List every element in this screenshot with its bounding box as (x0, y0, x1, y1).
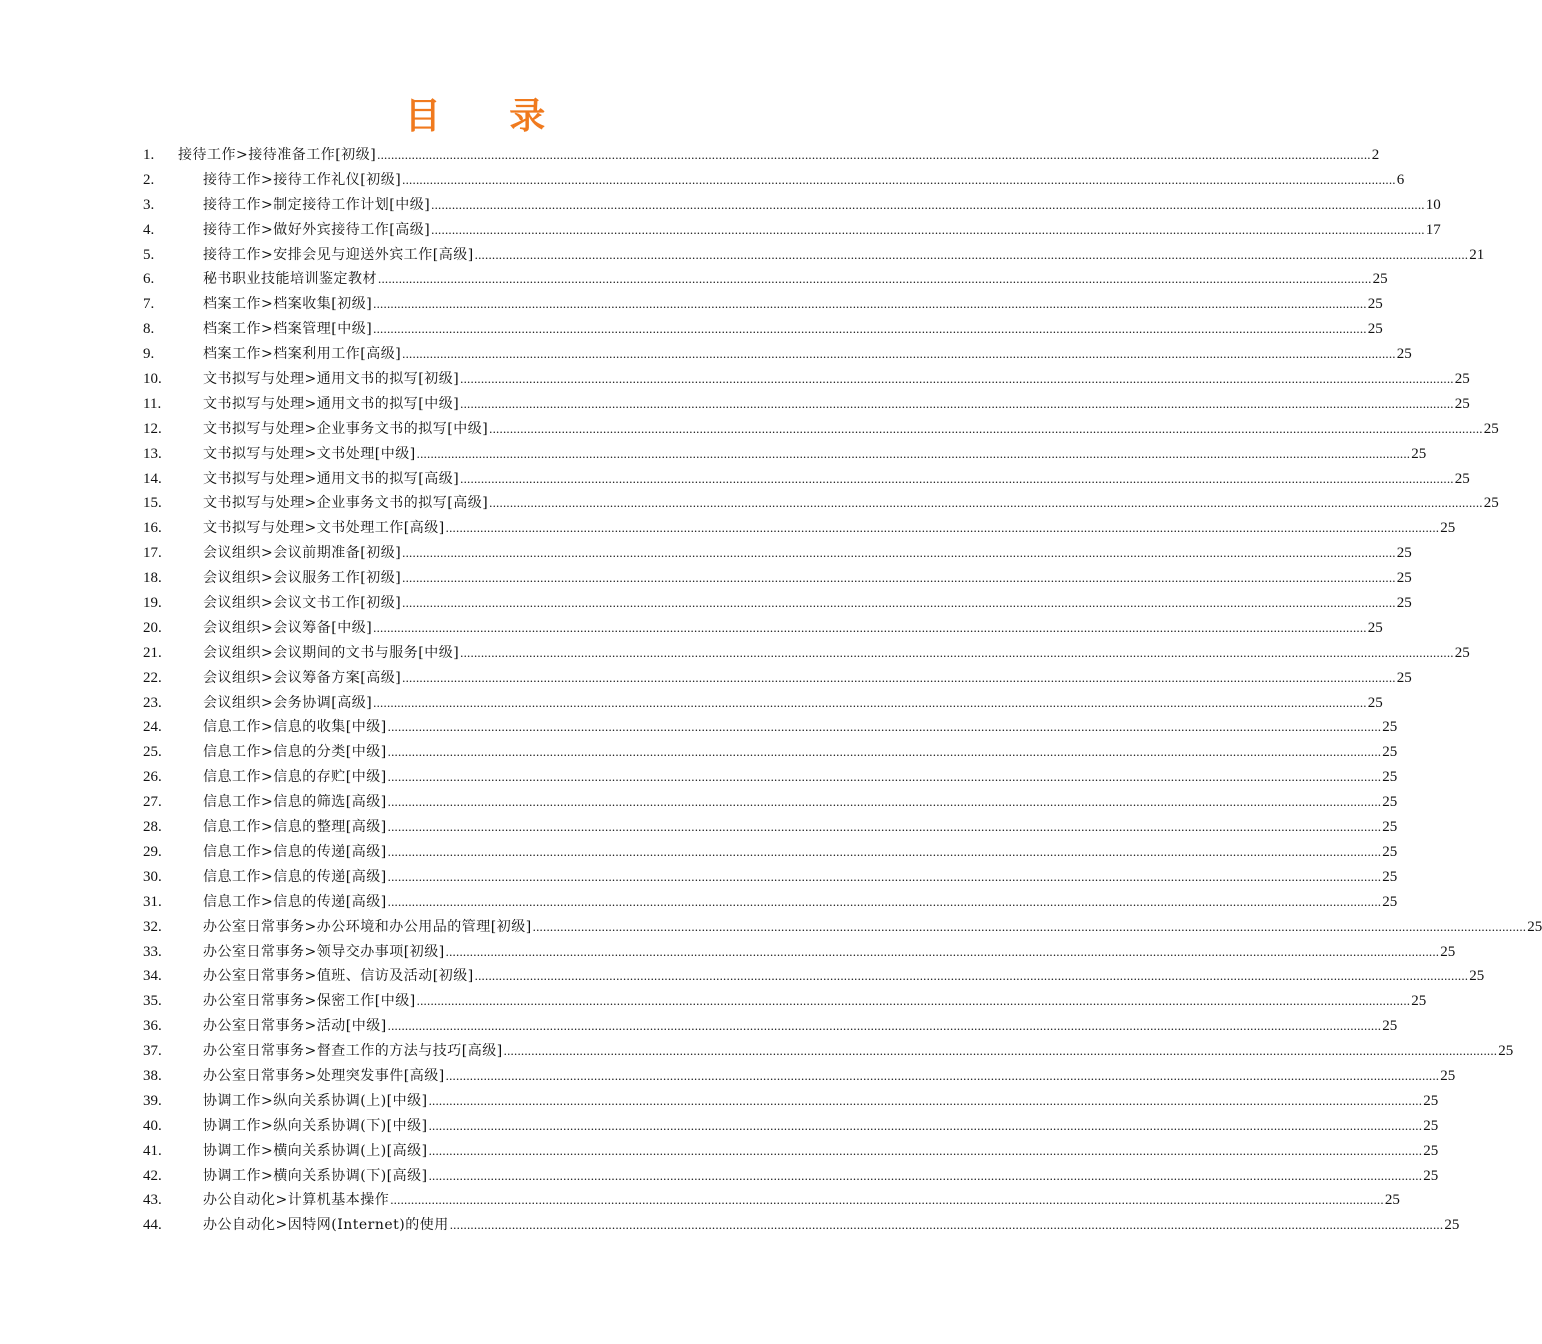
toc-dot-leader (402, 666, 1396, 691)
toc-dot-leader (429, 1164, 1423, 1189)
toc-entry-title: 协调工作>纵向关系协调(下)[中级] (203, 1117, 428, 1134)
toc-dot-leader (504, 1039, 1498, 1064)
toc-entry-number: 40. (143, 1117, 162, 1134)
toc-entry-page: 25 (1423, 1167, 1439, 1184)
toc-entry-number: 13. (143, 445, 162, 462)
toc-entry-page: 25 (1396, 346, 1412, 363)
toc-entry-title: 秘书职业技能培训鉴定教材 (203, 271, 377, 288)
toc-entry-number: 39. (143, 1092, 162, 1109)
toc-entry[interactable] (143, 1039, 1514, 1064)
toc-entry[interactable] (143, 890, 1398, 915)
toc-dot-leader (460, 367, 1454, 392)
toc-dot-leader (431, 218, 1425, 243)
toc-entry-title: 接待工作>安排会见与迎送外宾工作[高级] (203, 246, 474, 263)
toc-entry[interactable] (143, 218, 1441, 243)
toc-entry-page: 25 (1382, 868, 1398, 885)
toc-dot-leader (388, 865, 1382, 890)
toc-entry-page: 25 (1440, 520, 1456, 537)
toc-dot-leader (429, 1089, 1423, 1114)
toc-entry-title: 信息工作>信息的筛选[高级] (203, 794, 387, 811)
toc-entry-title: 接待工作>接待工作礼仪[初级] (203, 171, 402, 188)
toc-entry[interactable] (143, 342, 1412, 367)
toc-entry-number: 28. (143, 819, 162, 836)
toc-entry-number: 1. (143, 147, 155, 163)
toc-entry-number: 36. (143, 1018, 162, 1035)
toc-dot-leader (390, 1188, 1384, 1213)
toc-entry-number: 4. (143, 221, 155, 238)
toc-entry-page: 25 (1367, 321, 1383, 338)
toc-entry-number: 41. (143, 1142, 162, 1159)
toc-entry-title: 接待工作>做好外宾接待工作[高级] (203, 221, 431, 238)
toc-entry[interactable] (143, 168, 1405, 193)
toc-entry[interactable] (143, 765, 1398, 790)
toc-entry-number: 23. (143, 694, 162, 711)
toc-entry-page: 25 (1527, 918, 1542, 935)
toc-dot-leader (460, 641, 1454, 666)
toc-entry[interactable] (143, 815, 1398, 840)
toc-entry[interactable] (143, 616, 1383, 641)
toc-entry[interactable] (143, 790, 1398, 815)
toc-dot-leader (475, 964, 1469, 989)
toc-entry-number: 18. (143, 570, 162, 587)
toc-entry[interactable] (143, 566, 1412, 591)
toc-entry-number: 31. (143, 893, 162, 910)
toc-entry[interactable] (143, 491, 1499, 516)
toc-dot-leader (489, 491, 1483, 516)
toc-entry-title: 文书拟写与处理>通用文书的拟写[初级] (203, 371, 460, 388)
toc-entry-number: 2. (143, 171, 155, 188)
toc-entry[interactable] (143, 292, 1383, 317)
toc-entry-title: 文书拟写与处理>企业事务文书的拟写[中级] (203, 420, 489, 437)
toc-entry[interactable] (143, 267, 1388, 292)
toc-entry-title: 文书拟写与处理>文书处理[中级] (203, 445, 416, 462)
toc-dot-leader (533, 915, 1527, 940)
toc-entry-title: 办公室日常事务>活动[中级] (203, 1018, 387, 1035)
toc-list (143, 143, 1542, 1238)
toc-entry[interactable] (143, 915, 1542, 940)
toc-entry-title: 会议组织>会议筹备方案[高级] (203, 669, 402, 686)
toc-entry-page: 25 (1382, 843, 1398, 860)
toc-entry-title: 协调工作>横向关系协调(下)[高级] (203, 1167, 428, 1184)
toc-entry-number: 38. (143, 1067, 162, 1084)
toc-dot-leader (446, 940, 1440, 965)
toc-entry-page: 25 (1382, 744, 1398, 761)
toc-dot-leader (373, 317, 1367, 342)
toc-entry[interactable] (143, 516, 1456, 541)
toc-entry-title: 信息工作>信息的传递[高级] (203, 868, 387, 885)
toc-entry-title: 文书拟写与处理>企业事务文书的拟写[高级] (203, 495, 489, 512)
toc-entry-page: 25 (1454, 371, 1470, 388)
toc-entry-number: 15. (143, 495, 162, 512)
toc-entry[interactable] (143, 541, 1412, 566)
toc-entry[interactable] (143, 1139, 1439, 1164)
toc-entry-number: 19. (143, 595, 162, 612)
toc-entry[interactable] (143, 143, 1380, 168)
toc-entry-page: 25 (1454, 470, 1470, 487)
toc-entry-page: 25 (1382, 719, 1398, 736)
toc-dot-leader (388, 840, 1382, 865)
toc-dot-leader (373, 616, 1367, 641)
toc-entry-page: 25 (1423, 1142, 1439, 1159)
toc-entry-title: 信息工作>信息的分类[中级] (203, 744, 387, 761)
toc-entry-number: 43. (143, 1192, 162, 1209)
toc-entry-title: 文书拟写与处理>文书处理工作[高级] (203, 520, 445, 537)
toc-entry-title: 协调工作>纵向关系协调(上)[中级] (203, 1092, 428, 1109)
toc-entry[interactable] (143, 1089, 1439, 1114)
toc-entry-page: 25 (1382, 769, 1398, 786)
toc-entry[interactable] (143, 243, 1485, 268)
toc-entry[interactable] (143, 641, 1470, 666)
toc-entry-page: 25 (1396, 570, 1412, 587)
toc-entry-number: 24. (143, 719, 162, 736)
toc-entry-title: 办公室日常事务>办公环境和办公用品的管理[初级] (203, 918, 532, 935)
toc-entry[interactable] (143, 442, 1427, 467)
toc-entry[interactable] (143, 367, 1470, 392)
toc-entry[interactable] (143, 1213, 1460, 1238)
toc-dot-leader (429, 1114, 1423, 1139)
toc-entry-title: 办公自动化>计算机基本操作 (203, 1192, 390, 1209)
toc-entry-number: 27. (143, 794, 162, 811)
toc-entry-number: 7. (143, 296, 155, 313)
toc-dot-leader (388, 740, 1382, 765)
toc-entry[interactable] (143, 840, 1398, 865)
toc-dot-leader (429, 1139, 1423, 1164)
toc-entry-title: 办公室日常事务>保密工作[中级] (203, 993, 416, 1010)
toc-entry-page: 25 (1454, 644, 1470, 661)
toc-entry-number: 44. (143, 1217, 162, 1234)
toc-entry-title: 文书拟写与处理>通用文书的拟写[中级] (203, 395, 460, 412)
toc-entry-page: 25 (1372, 271, 1388, 288)
toc-entry-number: 9. (143, 346, 155, 363)
toc-entry-number: 17. (143, 545, 162, 562)
toc-entry-page: 25 (1382, 1018, 1398, 1035)
toc-entry[interactable] (143, 740, 1398, 765)
toc-entry-title: 办公室日常事务>领导交办事项[初级] (203, 943, 445, 960)
toc-entry-number: 42. (143, 1167, 162, 1184)
toc-dot-leader (446, 516, 1440, 541)
toc-entry-number: 6. (143, 271, 155, 288)
toc-entry-title: 信息工作>信息的存贮[中级] (203, 769, 387, 786)
toc-entry-title: 信息工作>信息的传递[高级] (203, 843, 387, 860)
toc-entry-page: 25 (1367, 619, 1383, 636)
toc-dot-leader (402, 566, 1396, 591)
toc-entry-page: 25 (1423, 1092, 1439, 1109)
toc-entry-page: 25 (1382, 893, 1398, 910)
toc-entry[interactable] (143, 1014, 1398, 1039)
toc-entry-title: 档案工作>档案收集[初级] (203, 296, 373, 313)
toc-entry[interactable] (143, 467, 1470, 492)
toc-dot-leader (388, 715, 1382, 740)
toc-entry-page: 25 (1469, 968, 1485, 985)
toc-entry-number: 22. (143, 669, 162, 686)
toc-dot-leader (388, 765, 1382, 790)
toc-dot-leader (402, 591, 1396, 616)
toc-entry-page: 25 (1382, 819, 1398, 836)
toc-entry[interactable] (143, 591, 1412, 616)
toc-entry-title: 会议组织>会务协调[高级] (203, 694, 373, 711)
toc-entry[interactable] (143, 417, 1499, 442)
toc-entry-page: 25 (1483, 495, 1499, 512)
toc-entry[interactable] (143, 1064, 1456, 1089)
toc-entry-page: 25 (1411, 993, 1427, 1010)
toc-entry-number: 33. (143, 943, 162, 960)
toc-dot-leader (388, 890, 1382, 915)
toc-entry[interactable] (143, 715, 1398, 740)
toc-entry[interactable] (143, 989, 1427, 1014)
toc-entry-number: 34. (143, 968, 162, 985)
toc-entry[interactable] (143, 940, 1456, 965)
toc-entry[interactable] (143, 865, 1398, 890)
toc-entry-page: 25 (1483, 420, 1499, 437)
toc-entry-number: 26. (143, 769, 162, 786)
toc-entry-title: 办公室日常事务>处理突发事件[高级] (203, 1067, 445, 1084)
toc-entry-page: 25 (1396, 595, 1412, 612)
toc-entry-number: 10. (143, 371, 162, 388)
toc-entry-page: 25 (1411, 445, 1427, 462)
toc-dot-leader (460, 467, 1454, 492)
toc-entry-page: 25 (1367, 694, 1383, 711)
toc-entry-title: 协调工作>横向关系协调(上)[高级] (203, 1142, 428, 1159)
toc-entry-number: 25. (143, 744, 162, 761)
toc-entry-title: 办公自动化>因特网(Internet)的使用 (203, 1217, 449, 1234)
toc-dot-leader (431, 193, 1425, 218)
toc-entry-title: 会议组织>会议文书工作[初级] (203, 595, 402, 612)
toc-entry-number: 29. (143, 843, 162, 860)
toc-entry-title: 会议组织>会议筹备[中级] (203, 619, 373, 636)
toc-dot-leader (378, 267, 1372, 292)
toc-entry-page: 17 (1425, 221, 1441, 238)
toc-title: 目 录 (404, 96, 574, 137)
toc-entry[interactable] (143, 193, 1441, 218)
toc-entry-number: 3. (143, 196, 155, 213)
toc-entry-title: 文书拟写与处理>通用文书的拟写[高级] (203, 470, 460, 487)
toc-entry-number: 21. (143, 644, 162, 661)
toc-dot-leader (489, 417, 1483, 442)
toc-entry-number: 8. (143, 321, 155, 338)
toc-entry-number: 5. (143, 246, 155, 263)
toc-entry-title: 办公室日常事务>值班、信访及活动[初级] (203, 968, 474, 985)
toc-entry-number: 35. (143, 993, 162, 1010)
toc-entry-number: 32. (143, 918, 162, 935)
toc-dot-leader (388, 815, 1382, 840)
toc-entry-title: 信息工作>信息的整理[高级] (203, 819, 387, 836)
toc-entry-number: 30. (143, 868, 162, 885)
toc-dot-leader (373, 292, 1367, 317)
toc-entry-page: 25 (1396, 545, 1412, 562)
toc-entry[interactable] (143, 1188, 1400, 1213)
toc-dot-leader (417, 442, 1411, 467)
toc-dot-leader (388, 790, 1382, 815)
toc-entry-page: 25 (1444, 1217, 1460, 1234)
toc-entry-page: 25 (1498, 1043, 1514, 1060)
toc-entry[interactable] (143, 1164, 1439, 1189)
toc-entry-page: 21 (1469, 246, 1485, 263)
toc-entry-number: 12. (143, 420, 162, 437)
toc-entry-page: 10 (1425, 196, 1441, 213)
toc-dot-leader (475, 243, 1469, 268)
toc-entry[interactable] (143, 1114, 1439, 1139)
toc-dot-leader (402, 541, 1396, 566)
toc-entry-title: 会议组织>会议期间的文书与服务[中级] (203, 644, 460, 661)
toc-dot-leader (446, 1064, 1440, 1089)
toc-entry-page: 6 (1396, 171, 1405, 188)
toc-entry-number: 37. (143, 1043, 162, 1060)
toc-dot-leader (402, 342, 1396, 367)
toc-entry-number: 20. (143, 619, 162, 636)
toc-entry-title: 档案工作>档案管理[中级] (203, 321, 373, 338)
toc-dot-leader (417, 989, 1411, 1014)
toc-entry[interactable] (143, 964, 1485, 989)
toc-entry-title: 信息工作>信息的传递[高级] (203, 893, 387, 910)
toc-entry-page: 25 (1382, 794, 1398, 811)
toc-entry-title: 接待工作>制定接待工作计划[中级] (203, 196, 431, 213)
toc-dot-leader (450, 1213, 1444, 1238)
toc-entry-page: 25 (1440, 943, 1456, 960)
toc-entry-title: 会议组织>会议服务工作[初级] (203, 570, 402, 587)
toc-dot-leader (402, 168, 1396, 193)
toc-entry-title: 会议组织>会议前期准备[初级] (203, 545, 402, 562)
toc-entry-page: 25 (1384, 1192, 1400, 1209)
toc-entry-page: 25 (1396, 669, 1412, 686)
toc-dot-leader (460, 392, 1454, 417)
toc-entry[interactable] (143, 392, 1470, 417)
toc-entry-page: 25 (1440, 1067, 1456, 1084)
toc-dot-leader (377, 143, 1371, 168)
toc-entry-number: 16. (143, 520, 162, 537)
toc-entry-title: 档案工作>档案利用工作[高级] (203, 346, 402, 363)
toc-entry-title: 办公室日常事务>督查工作的方法与技巧[高级] (203, 1043, 503, 1060)
toc-entry-title: 接待工作>接待准备工作[初级] (178, 147, 377, 163)
toc-entry-page: 25 (1367, 296, 1383, 313)
toc-entry[interactable] (143, 666, 1412, 691)
toc-entry-number: 14. (143, 470, 162, 487)
toc-entry-page: 25 (1423, 1117, 1439, 1134)
toc-entry-page: 2 (1371, 147, 1380, 163)
toc-entry[interactable] (143, 317, 1383, 342)
toc-entry-title: 信息工作>信息的收集[中级] (203, 719, 387, 736)
toc-dot-leader (373, 691, 1367, 716)
toc-entry-page: 25 (1454, 395, 1470, 412)
toc-dot-leader (388, 1014, 1382, 1039)
toc-entry[interactable] (143, 691, 1383, 716)
toc-entry-number: 11. (143, 395, 162, 412)
